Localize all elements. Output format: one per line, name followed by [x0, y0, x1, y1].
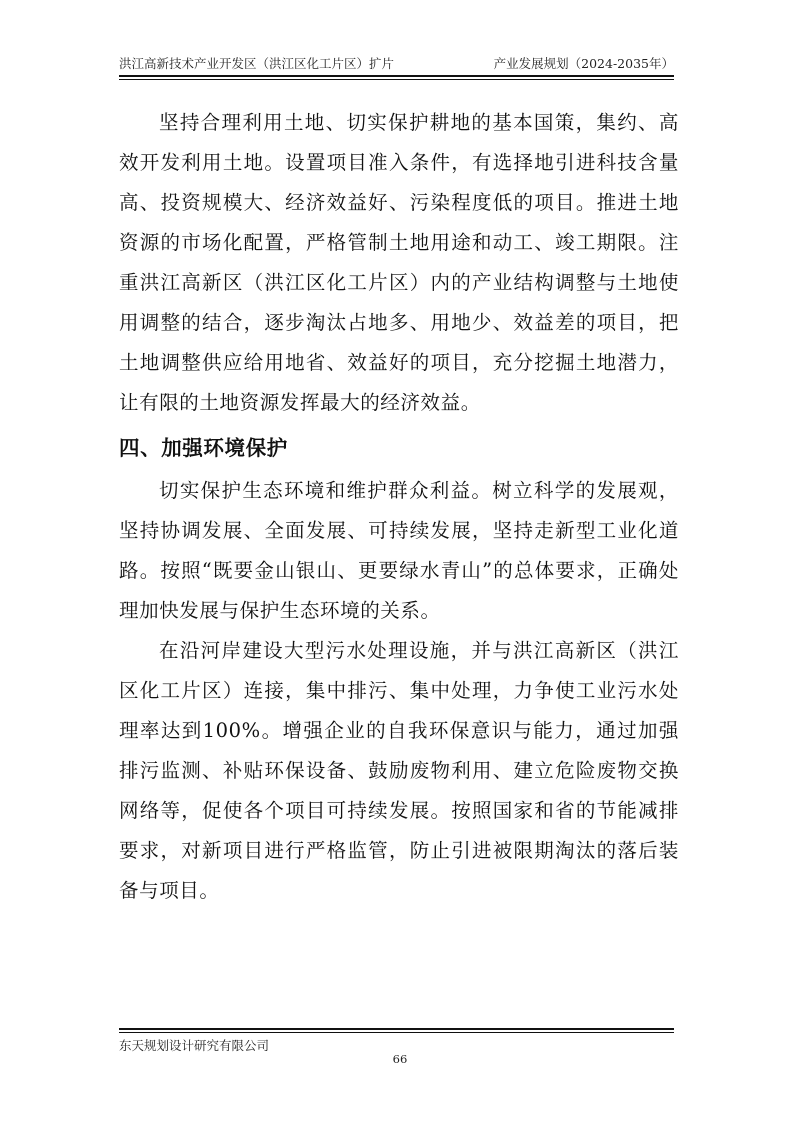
footer-rule-thick [119, 1028, 674, 1030]
header-plan-period: 产业发展规划（2024-2035年） [493, 56, 674, 71]
header-rule-thick [119, 75, 674, 77]
section-heading: 四、加强环境保护 [119, 436, 288, 460]
page-body [119, 103, 679, 911]
paragraph-sewage-treatment: 在沿河岸建设大型污水处理设施，并与洪江高新区（洪江区化工片区）连接，集中排污、集中处理，力争使工业污水处理率达到100%。增强企业的自我环保意识与能力，通过加强排污监测、补贴环保设备、鼓励废物利用、建立危险废物交换网络等，促使各个项目可持续发展。按照国家和省的节能减排要求，对新项目进行严格监管，防止引进被限期淘汰的落后装备与项目。 [119, 639, 679, 902]
paragraph-eco-protection: 切实保护生态环境和维护群众利益。树立科学的发展观，坚持协调发展、全面发展、可持续发展，坚持走新型工业化道路。按照“既要金山银山、更要绿水青山”的总体要求，正确处理加快发展与保护生态环境的关系。 [119, 479, 679, 622]
page-header [119, 54, 674, 76]
header-document-title: 洪江高新技术产业开发区（洪江区化工片区）扩片 [119, 56, 395, 71]
page-number: 66 [392, 1052, 408, 1066]
footer-company-name: 东天规划设计研究有限公司 [119, 1038, 270, 1053]
header-rule-thin [119, 79, 674, 80]
paragraph-land-use: 坚持合理利用土地、切实保护耕地的基本国策，集约、高效开发利用土地。设置项目准入条件，有选择地引进科技含量高、投资规模大、经济效益好、污染程度低的项目。推进土地资源的市场化配置，严格管制土地用途和动工、竣工期限。注重洪江高新区（洪江区化工片区）内的产业结构调整与土地使用调整的结合，逐步淘汰占地多、用地少、效益差的项目，把土地调整供应给用地省、效益好的项目，充分挖掘土地潜力，让有限的土地资源发挥最大的经济效益。 [119, 111, 679, 414]
footer-rule-thin [119, 1032, 674, 1033]
